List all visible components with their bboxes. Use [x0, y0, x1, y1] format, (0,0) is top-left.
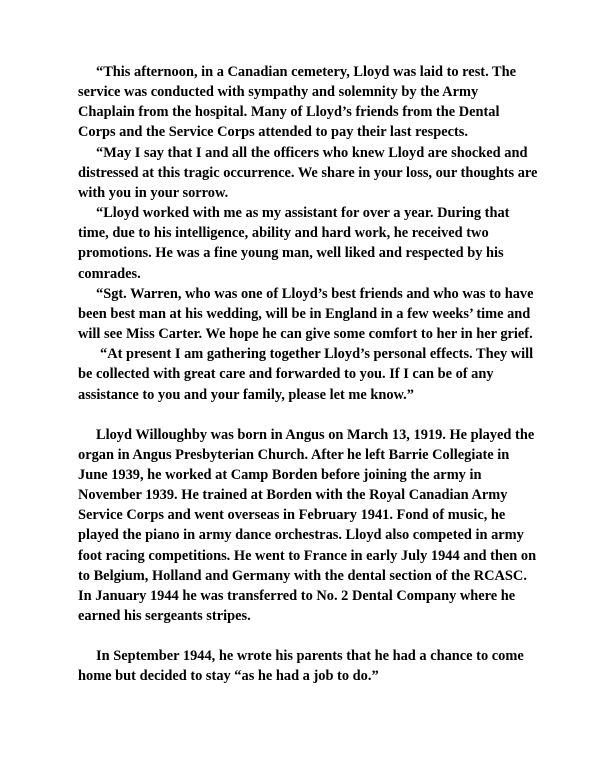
document-body: [78, 62, 538, 687]
paragraph-1: “This afternoon, in a Canadian cemetery, Lloyd was laid to rest. The service was conducted with sympathy and solemnity by the Army Chaplain from the hospital. Many of Lloyd’s friends from the Dental Corps and the Service Corps attended to pay their last respects.: [78, 64, 517, 141]
paragraph-3: “Lloyd worked with me as my assistant for over a year. During that time, due to his intelligence, ability and hard work, he received two promotions. He was a fine young man, well liked and respected by his comrades.: [78, 205, 510, 282]
paragraph-5: “At present I am gathering together Lloyd’s personal effects. They will be collected with great care and forwarded to you. If I can be of any assistance to you and your family, please let me know.”: [78, 346, 534, 403]
paragraph-7: In September 1944, he wrote his parents that he had a chance to come home but decided to stay “as he had a job to do.”: [78, 648, 524, 685]
paragraph-6: Lloyd Willoughby was born in Angus on March 13, 1919. He played the organ in Angus Presbyterian Church. After he left Barrie Collegiate in June 1939, he worked at Camp Borden before joining the army in November 1939. He trained at Borden with the Royal Canadian Army Service Corps and went overseas in February 1941. Fond of music, he played the piano in army dance orchestras. Lloyd also competed in army foot racing competitions. He went to France in early July 1944 and then on to Belgium, Holland and Germany with the dental section of the RCASC. In January 1944 he was transferred to No. 2 Dental Company where he earned his sergeants stripes.: [78, 426, 537, 625]
paragraph-4: “Sgt. Warren, who was one of Lloyd’s best friends and who was to have been best man at his wedding, will be in England in a few weeks’ time and will see Miss Carter. We hope he can give some comfort to her in her grief.: [78, 285, 534, 343]
paragraph-2: “May I say that I and all the officers who knew Lloyd are shocked and distressed at this tragic occurrence. We share in your loss, our thoughts are with you in your sorrow.: [78, 144, 538, 201]
